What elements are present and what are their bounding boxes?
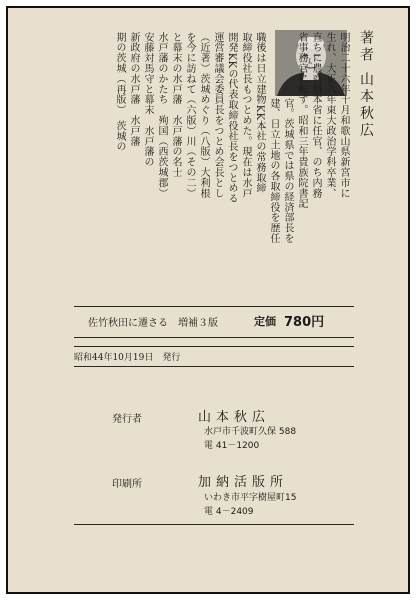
biography-column: 生れ、大正八年東大政治学科卒業、 (324, 32, 335, 199)
printer-phone: 電 4－2409 (204, 507, 254, 517)
publisher-name: 山本秋広 (198, 410, 271, 425)
biography-column: と幕末の水戸藩 水戸藩の名士 (170, 32, 181, 178)
author-heading: 著者 山本秋広 (358, 30, 374, 140)
biography-column: 運営審議会委員長をつとめ会長とし (212, 32, 223, 199)
biography-column: 職後は日立建物KK本社の常務取締 (254, 32, 265, 194)
printer-name: 加納活版所 (198, 475, 289, 490)
biography-column: 建、日立土地の各取締役を歴任 (268, 98, 279, 244)
biography-column: 開発KKの代表取締役社長をつとめる (226, 32, 237, 204)
publication-date: 昭和44年10月19日 発行 (74, 353, 181, 363)
divider (74, 524, 354, 525)
biography-column: を今に訪ねて（六版）川（その二） (184, 32, 195, 199)
colophon-page (6, 6, 410, 594)
book-title: 佐竹秋田に遷さる 増補３版 (88, 318, 218, 329)
biography-column: 省事務官に転ず。昭和三年貴族院書記 (296, 32, 307, 209)
biography-column: （近著）茨城めぐり（八版）大利根 (198, 32, 209, 199)
publisher-address: 水戸市千波町久保 588 (204, 427, 297, 437)
divider (74, 366, 354, 367)
price-value: 780円 (284, 315, 325, 330)
printer-address: いわき市平字樹屋町15 (204, 493, 297, 503)
biography-column: 期の茨城（再版） 茨城の (114, 32, 125, 152)
publisher-phone: 電 41－1200 (204, 441, 260, 451)
biography-column: 直ちに農商務本省に任官、のち内務 (310, 32, 321, 199)
biography-column: 明治二十六年十月和歌山県新宮市に (338, 32, 349, 199)
divider (74, 346, 354, 347)
price-label: 定価 (254, 315, 276, 328)
biography-column: 取締役社長もつとめた。現在は水戸 (240, 32, 251, 199)
printer-label: 印刷所 (112, 479, 142, 490)
publisher-label: 発行者 (112, 414, 142, 425)
biography-column: 安藤対馬守と幕末 水戸藩の (142, 32, 153, 168)
biography-column: 新政府の水戸藩 水戸藩 (128, 32, 139, 147)
biography-column: 水戸藩のかたち 殉国（西茨城郡） (156, 32, 167, 199)
biography-column: 官。茨城県では県の経済部長を (282, 98, 293, 244)
